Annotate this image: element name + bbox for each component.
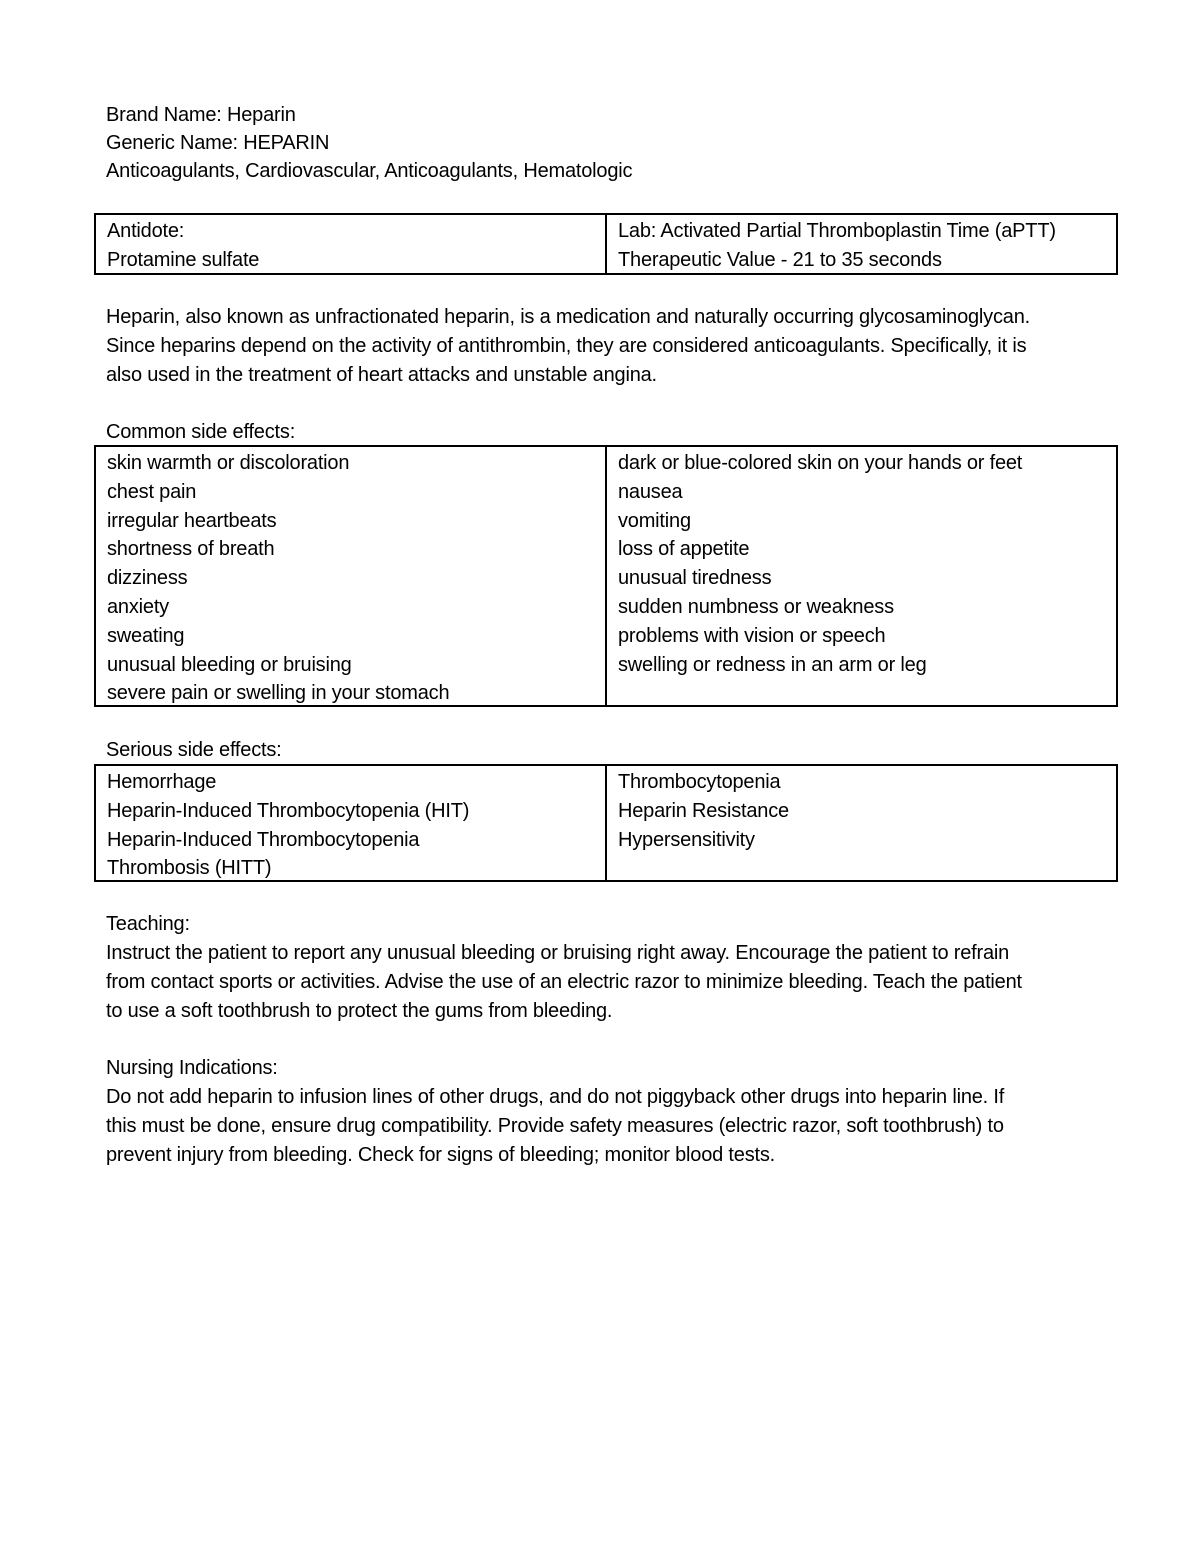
- description-line: Heparin, also known as unfractionated heparin, is a medication and naturally occurring glycosaminoglycan.: [106, 306, 1030, 328]
- list-item: dizziness: [107, 567, 188, 590]
- brand-name: Brand Name: Heparin: [106, 104, 296, 126]
- description-line: Since heparins depend on the activity of antithrombin, they are considered anticoagulants. Specifically, it is: [106, 335, 1027, 357]
- list-item: Heparin-Induced Thrombocytopenia (HIT): [107, 799, 470, 822]
- list-item: skin warmth or discoloration: [107, 452, 350, 474]
- list-item: unusual bleeding or bruising: [107, 653, 352, 676]
- teaching-line: to use a soft toothbrush to protect the gums from bleeding.: [106, 1000, 613, 1022]
- teaching-line: Instruct the patient to report any unusual bleeding or bruising right away. Encourage the patient to refrain: [106, 942, 1010, 964]
- list-item: Heparin Resistance: [618, 799, 789, 822]
- teaching-line: from contact sports or activities. Advise the use of an electric razor to minimize bleeding. Teach the patient: [106, 971, 1022, 993]
- list-item: dark or blue-colored skin on your hands or feet: [618, 452, 1023, 474]
- nursing-line: this must be done, ensure drug compatibility. Provide safety measures (electric razor, soft toothbrush) to: [106, 1115, 1004, 1137]
- lab-value: Therapeutic Value - 21 to 35 seconds: [618, 248, 942, 271]
- nursing-line: prevent injury from bleeding. Check for signs of bleeding; monitor blood tests.: [106, 1144, 776, 1166]
- serious-left-column: [96, 766, 607, 880]
- list-item: nausea: [618, 480, 683, 503]
- description-paragraph: [106, 303, 1136, 390]
- common-right-column: [607, 447, 1116, 705]
- drug-classes: Anticoagulants, Cardiovascular, Anticoagulants, Hematologic: [106, 160, 633, 182]
- nursing-indications-paragraph: [106, 1083, 1136, 1170]
- nursing-indications-heading: Nursing Indications:: [106, 1057, 278, 1079]
- list-item: shortness of breath: [107, 538, 275, 561]
- list-item: swelling or redness in an arm or leg: [618, 653, 927, 676]
- list-item: anxiety: [107, 595, 169, 618]
- list-item: Thrombocytopenia: [618, 771, 781, 793]
- antidote-lab-table: [94, 213, 1118, 275]
- teaching-heading: Teaching:: [106, 913, 190, 935]
- generic-name: Generic Name: HEPARIN: [106, 132, 330, 154]
- common-side-effects-table: [94, 445, 1118, 707]
- list-item: problems with vision or speech: [618, 624, 886, 647]
- list-item: Heparin-Induced Thrombocytopenia: [107, 828, 420, 851]
- antidote-label: Antidote:: [107, 220, 185, 242]
- description-line: also used in the treatment of heart attacks and unstable angina.: [106, 364, 657, 386]
- list-item: Hemorrhage: [107, 771, 217, 793]
- serious-side-effects-table: [94, 764, 1118, 882]
- lab-cell: [607, 215, 1116, 273]
- common-side-effects-heading: Common side effects:: [106, 421, 296, 443]
- lab-label: Lab: Activated Partial Thromboplastin Time (aPTT): [618, 220, 1056, 242]
- list-item: unusual tiredness: [618, 567, 772, 590]
- list-item: irregular heartbeats: [107, 509, 277, 532]
- antidote-value: Protamine sulfate: [107, 248, 260, 271]
- list-item: sweating: [107, 624, 185, 647]
- list-item: sudden numbness or weakness: [618, 595, 894, 618]
- serious-side-effects-heading: Serious side effects:: [106, 739, 282, 761]
- common-left-column: [96, 447, 607, 705]
- list-item: vomiting: [618, 509, 691, 532]
- list-item: chest pain: [107, 480, 197, 503]
- serious-right-column: [607, 766, 1116, 880]
- teaching-paragraph: [106, 939, 1136, 1026]
- list-item: severe pain or swelling in your stomach: [107, 682, 450, 705]
- list-item: loss of appetite: [618, 538, 750, 561]
- list-item: Hypersensitivity: [618, 828, 755, 851]
- nursing-line: Do not add heparin to infusion lines of other drugs, and do not piggyback other drugs into heparin line. If: [106, 1086, 1005, 1108]
- list-item: Thrombosis (HITT): [107, 857, 272, 880]
- antidote-cell: [96, 215, 607, 273]
